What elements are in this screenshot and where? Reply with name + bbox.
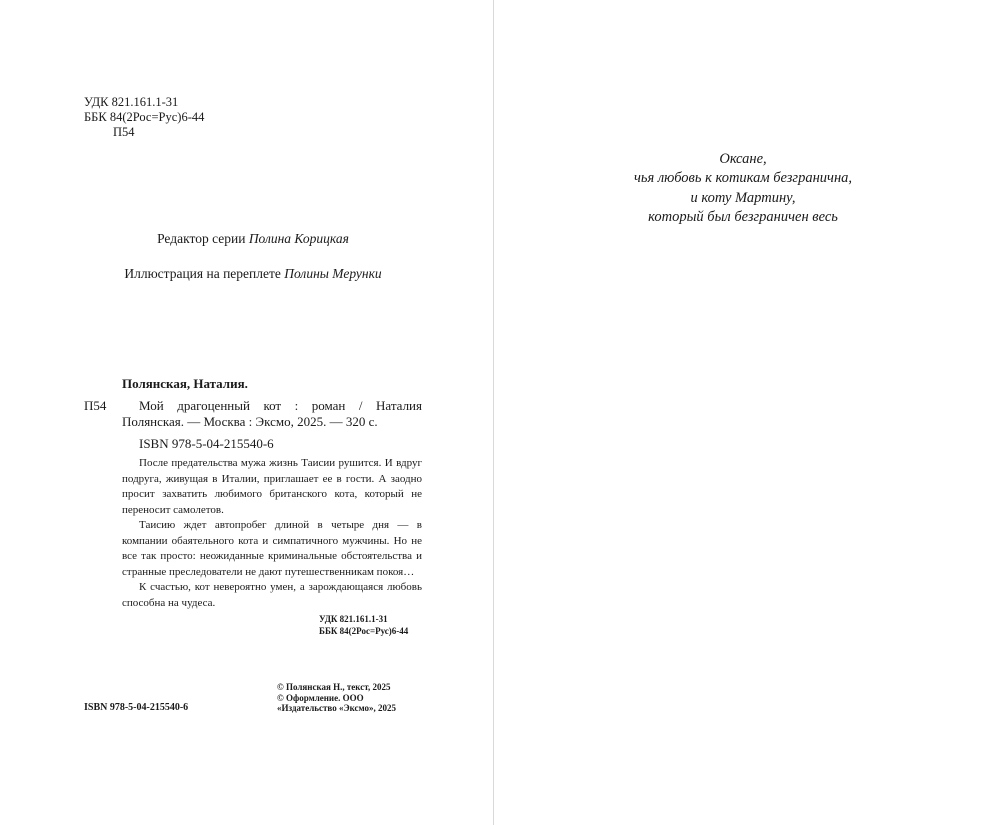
card-udk-code: УДК 821.161.1-31 <box>319 614 388 624</box>
card-author-mark: П54 <box>84 398 107 413</box>
dedication-line: который был безграничен весь <box>648 208 838 225</box>
editor-name: Полина Корицкая <box>248 231 349 246</box>
dedication <box>494 150 992 227</box>
copyright-line: «Издательство «Эксмо», 2025 <box>277 703 397 713</box>
classification-codes <box>84 95 204 140</box>
annotation <box>122 456 422 611</box>
card-description-row <box>84 398 422 430</box>
editor-label: Редактор серии <box>157 231 246 246</box>
copyright-line: © Оформление. ООО <box>277 692 364 703</box>
illustration-label: Иллюстрация на переплете <box>124 266 281 281</box>
dedication-line: и коту Мартину, <box>690 189 796 206</box>
illustration-credit <box>84 266 422 282</box>
catalog-card <box>84 376 422 637</box>
udk-code: УДК 821.161.1-31 <box>84 95 179 109</box>
card-bbk-code: ББК 84(2Рос=Рус)6-44 <box>319 626 409 636</box>
card-bottom-codes <box>319 613 422 637</box>
copyright-block <box>277 682 396 714</box>
dedication-line: Оксане, <box>719 151 767 167</box>
bbk-code: ББК 84(2Рос=Рус)6-44 <box>84 110 205 124</box>
right-page <box>494 0 992 825</box>
copyright-line: © Полянская Н., текст, 2025 <box>277 682 391 692</box>
dedication-line: чья любовь к котикам безгранична, <box>633 170 853 187</box>
footer-isbn: ISBN 978-5-04-215540-6 <box>84 702 189 713</box>
left-page <box>0 0 493 825</box>
card-description: Мой драгоценный кот : роман / Наталия Полянская. — Москва : Эксмо, 2025. — 320 с. <box>122 398 422 429</box>
series-editor-credit <box>84 231 422 247</box>
card-isbn: ISBN 978-5-04-215540-6 <box>139 436 274 451</box>
card-author: Полянская, Наталия. <box>122 376 248 391</box>
annotation-paragraph: После предательства мужа жизнь Таисии рушится. И вдруг подруга, живущая в Италии, приглашает ее в гости. А заодно просит захватить любимого британского кота, который не переносит самолетов. <box>122 457 422 516</box>
annotation-paragraph: К счастью, кот невероятно умен, а зарождающаяся любовь способна на чудеса. <box>122 581 422 609</box>
illustrator-name: Полины Мерунки <box>284 266 382 281</box>
author-mark: П54 <box>113 125 135 139</box>
annotation-paragraph: Таисию ждет автопробег длиной в четыре дня — в компании обаятельного кота и симпатичного мужчины. Но не все так просто: неожиданные криминальные обстоятельства и странные преследователи не дают путешественникам покоя… <box>122 519 422 578</box>
